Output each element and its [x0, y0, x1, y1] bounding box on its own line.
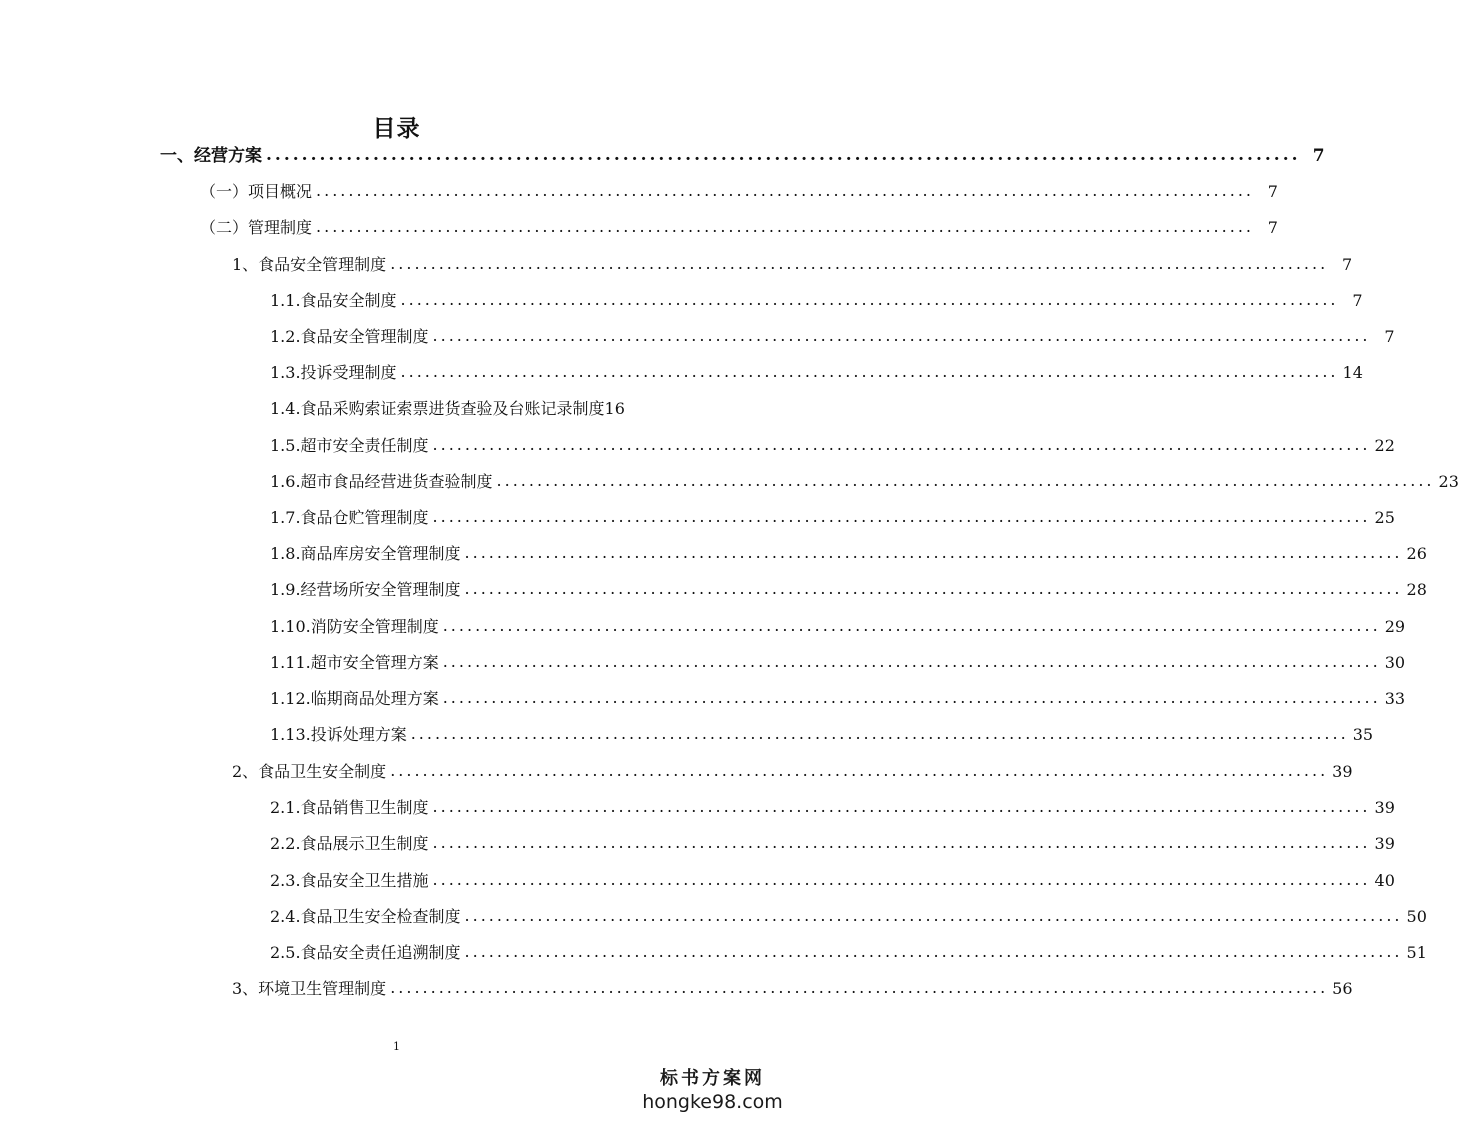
toc-leader-dots: ....................................................................................................................	[442, 616, 1381, 635]
toc-entry[interactable]	[0, 285, 1363, 311]
toc-leader-dots: ....................................................................................................................	[464, 579, 1403, 598]
toc-entry[interactable]	[0, 430, 1395, 456]
toc-leader-dots: ....................................................................................................................	[316, 217, 1254, 236]
toc-entry[interactable]	[0, 792, 1395, 818]
toc-entry-page: 7	[1384, 327, 1395, 346]
toc-entry-page: 28	[1406, 580, 1427, 599]
toc-entry-label: 1.11.超市安全管理方案	[270, 653, 439, 672]
toc-entry-page: 50	[1406, 907, 1427, 926]
toc-entry-label: 1.13.投诉处理方案	[270, 725, 407, 744]
toc-entry[interactable]	[0, 466, 1459, 492]
toc-entry-page: 25	[1374, 508, 1395, 527]
toc-leader-dots: ....................................................................................................................	[410, 724, 1349, 743]
toc-entry[interactable]	[0, 865, 1395, 891]
toc-entry[interactable]	[0, 973, 1353, 999]
toc-entry-label: （一）项目概况	[200, 182, 313, 201]
toc-entry[interactable]	[0, 719, 1374, 745]
toc-entry-label: 2.2.食品展示卫生制度	[270, 834, 429, 853]
toc-entry[interactable]	[0, 647, 1406, 673]
toc-leader-dots: ....................................................................................................................	[464, 906, 1403, 925]
toc-entry-label: 2、食品卫生安全制度	[232, 762, 387, 781]
toc-entry[interactable]	[0, 937, 1427, 963]
toc-entry-page: 30	[1384, 653, 1406, 672]
toc-leader-dots: ....................................................................................................................	[464, 942, 1403, 961]
toc-entry-page: 56	[1332, 979, 1353, 998]
toc-entry[interactable]	[0, 756, 1353, 782]
toc-entry[interactable]	[0, 212, 1278, 238]
toc-leader-dots: ....................................................................................................................	[266, 145, 1301, 165]
page-number: 1	[393, 1040, 400, 1053]
toc-leader-dots: ....................................................................................................................	[464, 543, 1403, 562]
toc-leader-dots: ....................................................................................................................	[390, 978, 1329, 997]
toc-entry[interactable]	[0, 611, 1406, 637]
toc-entry-page: 39	[1332, 762, 1353, 781]
toc-entry[interactable]	[0, 574, 1427, 600]
watermark-en: hongke98.com	[642, 1091, 783, 1113]
toc-entry-page: 22	[1374, 436, 1395, 455]
toc-leader-dots: ....................................................................................................................	[432, 435, 1371, 454]
toc-entry-page: 39	[1374, 798, 1395, 817]
toc-entry-label: 1.2.食品安全管理制度	[270, 327, 429, 346]
toc-entry-page: 7	[1352, 291, 1363, 310]
toc-leader-dots: ....................................................................................................................	[432, 797, 1371, 816]
toc-entry-page: 7	[1267, 218, 1278, 237]
toc-entry-label: （二）管理制度	[200, 218, 313, 237]
toc-entry-label: 1.10.消防安全管理制度	[270, 617, 439, 636]
toc-entry-page: 29	[1384, 617, 1406, 636]
toc-leader-dots: ....................................................................................................................	[432, 507, 1371, 526]
toc-entry[interactable]	[0, 249, 1353, 275]
toc-entry-page: 7	[1312, 146, 1325, 166]
toc-entry-page: 7	[1341, 255, 1353, 274]
toc-entry-label: 1.5.超市安全责任制度	[270, 436, 429, 455]
toc-entry-label: 1.4.食品采购索证索票进货查验及台账记录制度	[270, 399, 605, 418]
toc-entry-label: 1.3.投诉受理制度	[270, 363, 397, 382]
toc-leader-dots: ....................................................................................................................	[442, 652, 1381, 671]
toc-leader-dots: ....................................................................................................................	[400, 290, 1339, 309]
toc-entry-page: 7	[1267, 182, 1278, 201]
toc-entry-label: 2.3.食品安全卫生措施	[270, 871, 429, 890]
toc-leader-dots: ....................................................................................................................	[442, 688, 1381, 707]
toc-entry-label: 1.1.食品安全制度	[270, 291, 397, 310]
toc-entry-page: 23	[1438, 472, 1459, 491]
toc-entry[interactable]	[0, 538, 1427, 564]
toc-entry[interactable]	[0, 321, 1395, 347]
toc-entry[interactable]	[0, 140, 1325, 166]
toc-entry-label: 1.7.食品仓贮管理制度	[270, 508, 429, 527]
toc-leader-dots: ....................................................................................................................	[432, 326, 1371, 345]
toc-entry-page: 26	[1406, 544, 1427, 563]
toc-entry-page: 51	[1406, 943, 1427, 962]
toc-entry-page: 16	[604, 399, 625, 418]
toc-title: 目录	[372, 115, 421, 142]
toc-entry-label: 2.1.食品销售卫生制度	[270, 798, 429, 817]
toc-entry[interactable]	[0, 828, 1395, 854]
toc-entry-page: 35	[1352, 725, 1374, 744]
toc-entry-page: 40	[1374, 871, 1395, 890]
toc-entry[interactable]	[0, 683, 1406, 709]
toc-entry-page: 33	[1384, 689, 1406, 708]
toc-leader-dots: ....................................................................................................................	[496, 471, 1435, 490]
toc-entry[interactable]	[0, 901, 1427, 927]
toc-entry[interactable]	[0, 357, 1363, 383]
watermark	[640, 1067, 785, 1117]
toc-entry-label: 1.12.临期商品处理方案	[270, 689, 439, 708]
toc-leader-dots: ....................................................................................................................	[400, 362, 1339, 381]
watermark-cn: 标书方案网	[660, 1068, 765, 1089]
toc-entry-label: 2.5.食品安全责任追溯制度	[270, 943, 461, 962]
toc-entry-label: 1.8.商品库房安全管理制度	[270, 544, 461, 563]
toc-entry-label: 1、食品安全管理制度	[232, 255, 387, 274]
toc-leader-dots: ....................................................................................................................	[316, 181, 1254, 200]
toc-entry-label: 一、经营方案	[160, 146, 262, 166]
toc-entry-label: 2.4.食品卫生安全检查制度	[270, 907, 461, 926]
toc-leader-dots: ....................................................................................................................	[432, 833, 1371, 852]
toc-entry-label: 1.9.经营场所安全管理制度	[270, 580, 461, 599]
toc-entry[interactable]	[0, 393, 1149, 419]
toc-leader-dots: ....................................................................................................................	[390, 254, 1329, 273]
toc-leader-dots: ....................................................................................................................	[432, 870, 1371, 889]
toc-entry-label: 3、环境卫生管理制度	[232, 979, 387, 998]
toc-leader-dots: ....................................................................................................................	[390, 761, 1329, 780]
toc-entry-page: 39	[1374, 834, 1395, 853]
toc-entry[interactable]	[0, 502, 1395, 528]
toc-entry-page: 14	[1342, 363, 1363, 382]
toc-entry[interactable]	[0, 176, 1278, 202]
toc-entry-label: 1.6.超市食品经营进货查验制度	[270, 472, 493, 491]
